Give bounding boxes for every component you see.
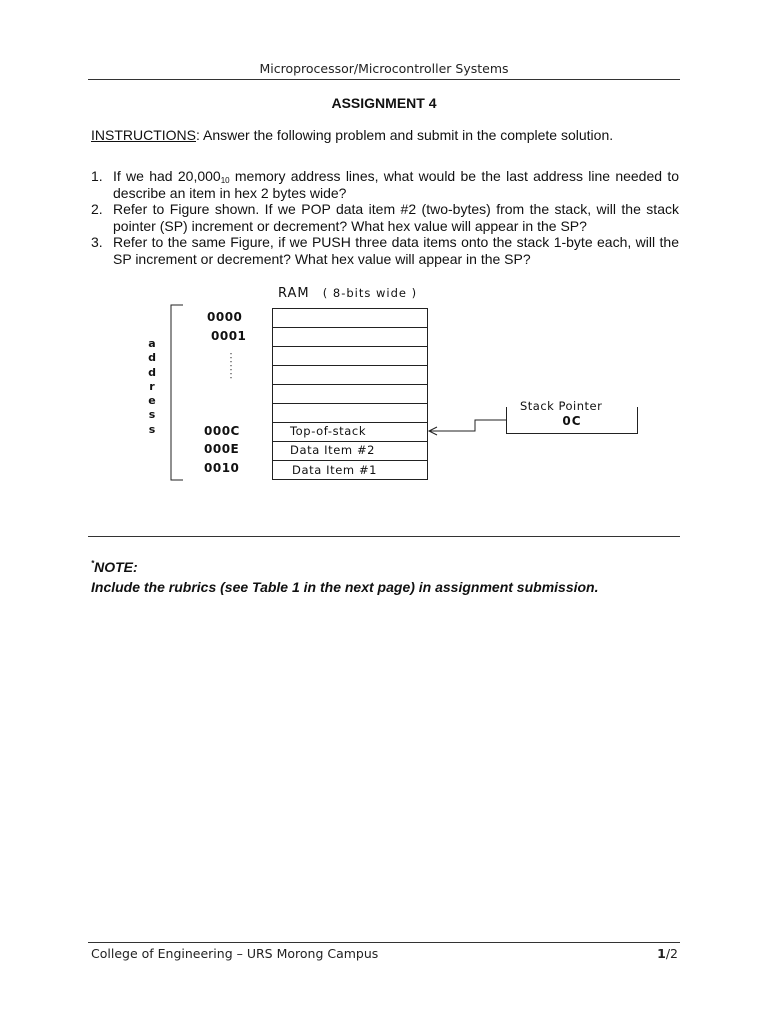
- question-number: 1.: [91, 168, 103, 184]
- cell-label: Top-of-stack: [290, 424, 367, 438]
- footer-rule: [88, 942, 680, 943]
- question-text-part: If we had 20,000: [113, 168, 221, 184]
- question-text-part: memory address lines, what would be the last address line needed to: [229, 168, 679, 184]
- section-rule: [88, 536, 680, 537]
- page-total: /2: [665, 946, 678, 961]
- ram-cell: [273, 347, 427, 366]
- vertical-letter: r: [149, 379, 155, 393]
- subscript: 10: [220, 176, 230, 185]
- stack-pointer-box: [506, 399, 638, 434]
- address-0010: 0010: [204, 461, 240, 475]
- vertical-letter: d: [148, 351, 156, 365]
- address-000C: 000C: [204, 424, 240, 438]
- ram-cell-data-item-2: [273, 442, 427, 461]
- vertical-letter: e: [148, 394, 156, 408]
- note-text: Include the rubrics (see Table 1 in the next page) in assignment submission.: [91, 579, 599, 595]
- vertical-letter: d: [148, 365, 156, 379]
- ram-cell-top-of-stack: [273, 423, 427, 442]
- question-text-line: SP increment or decrement? What hex value will appear in the SP?: [113, 250, 531, 267]
- question-text-line: Refer to Figure shown. If we POP data item #2 (two-bytes) from the stack, will the stack: [113, 201, 679, 217]
- ram-cell-data-item-1: [273, 461, 427, 479]
- running-header: Microprocessor/Microcontroller Systems: [259, 61, 509, 76]
- note-block: [91, 557, 599, 597]
- address-bracket: [171, 305, 183, 480]
- question-number: 2.: [91, 201, 103, 217]
- ram-cell: [273, 385, 427, 404]
- stack-pointer-value: 0C: [562, 414, 582, 428]
- cell-label: Data Item #1: [292, 463, 378, 477]
- cell-label: Data Item #2: [290, 443, 376, 457]
- address-vertical-label: [147, 337, 157, 437]
- stack-pointer-arrow: [429, 420, 506, 431]
- footer-institution: College of Engineering – URS Morong Campus: [91, 946, 379, 961]
- ram-subtitle: ( 8-bits wide ): [322, 286, 418, 300]
- note-mark: *: [91, 559, 95, 568]
- vertical-letter: s: [148, 408, 156, 422]
- ram-cell: [273, 328, 427, 347]
- question-text-line: Refer to the same Figure, if we PUSH three data items onto the stack 1-byte each, will the: [113, 234, 679, 250]
- instructions-text: : Answer the following problem and submit in the complete solution.: [196, 127, 614, 143]
- page-title: ASSIGNMENT 4: [331, 95, 437, 111]
- ram-cell: [273, 309, 427, 328]
- stack-pointer-label: Stack Pointer: [520, 399, 603, 413]
- address-000E: 000E: [204, 442, 240, 456]
- address-0000: 0000: [207, 310, 243, 324]
- ram-cell: [273, 366, 427, 385]
- question-number: 3.: [91, 234, 103, 250]
- address-0001: 0001: [211, 329, 247, 343]
- question-text-line: pointer (SP) increment or decrement? What hex value will appear in the SP?: [113, 217, 587, 234]
- question-text-line: describe an item in hex 2 bytes wide?: [113, 184, 347, 201]
- ram-table: [272, 308, 428, 480]
- vertical-letter: s: [148, 422, 156, 436]
- note-heading-text: NOTE:: [94, 559, 138, 575]
- ram-title-text: RAM: [278, 286, 310, 301]
- vertical-letter: a: [148, 337, 156, 350]
- ram-cell: [273, 404, 427, 423]
- note-heading: [91, 557, 599, 577]
- page-current: 1: [657, 946, 666, 961]
- instructions-label: INSTRUCTIONS: [91, 127, 196, 143]
- page-number: [657, 946, 678, 961]
